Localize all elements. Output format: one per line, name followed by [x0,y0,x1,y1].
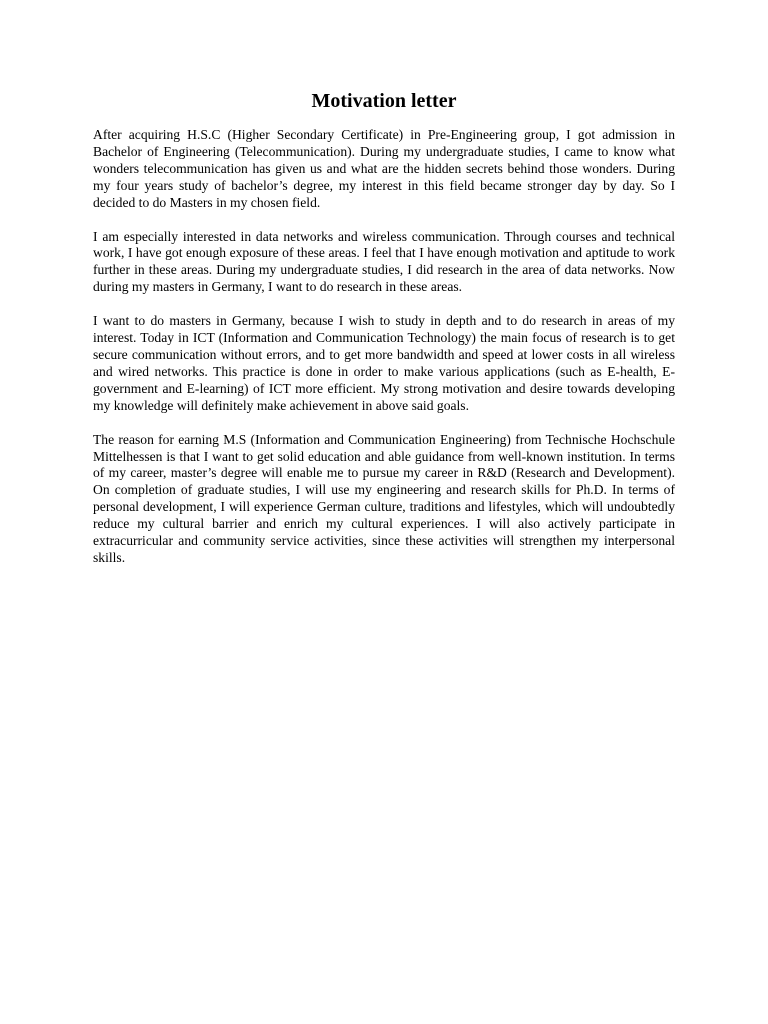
paragraph-3: I want to do masters in Germany, because I wish to study in depth and to do research in areas of my interest. Today in ICT (Information and Communication Technology) the main focus of research is to get secure communication without errors, and to get more bandwidth and speed at lower costs in all wireless and wired networks. This practice is done in order to make various applications (such as E-health, E-government and E-learning) of ICT more efficient. My strong motivation and desire towards developing my knowledge will definitely make achievement in above said goals. [93,313,675,413]
paragraph-4: The reason for earning M.S (Information and Communication Engineering) from Technische Hochschule Mittelhessen is that I want to get solid education and able guidance from well-known institution. In terms of my career, master’s degree will enable me to pursue my career in R&D (Research and Development). On completion of graduate studies, I will use my engineering and research skills for Ph.D. In terms of personal development, I will experience German culture, traditions and lifestyles, which will undoubtedly reduce my cultural barrier and enrich my cultural experiences. I will also actively participate in extracurricular and community service activities, since these activities will strengthen my interpersonal skills. [93,431,675,565]
paragraph-2: I am especially interested in data networks and wireless communication. Through courses and technical work, I have got enough exposure of these areas. I feel that I have enough motivation and aptitude to work further in these areas. During my undergraduate studies, I did research in the area of data networks. Now during my masters in Germany, I want to do research in these areas. [93,228,675,295]
paragraph-1: After acquiring H.S.C (Higher Secondary Certificate) in Pre-Engineering group, I got admission in Bachelor of Engineering (Telecommunication). During my undergraduate studies, I came to know what wonders telecommunication has given us and what are the hidden secrets behind those wonders. During my four years study of bachelor’s degree, my interest in this field became stronger day by day. So I decided to do Masters in my chosen field. [93,127,675,210]
letter-body [93,127,675,584]
document-title: Motivation letter [311,90,457,112]
